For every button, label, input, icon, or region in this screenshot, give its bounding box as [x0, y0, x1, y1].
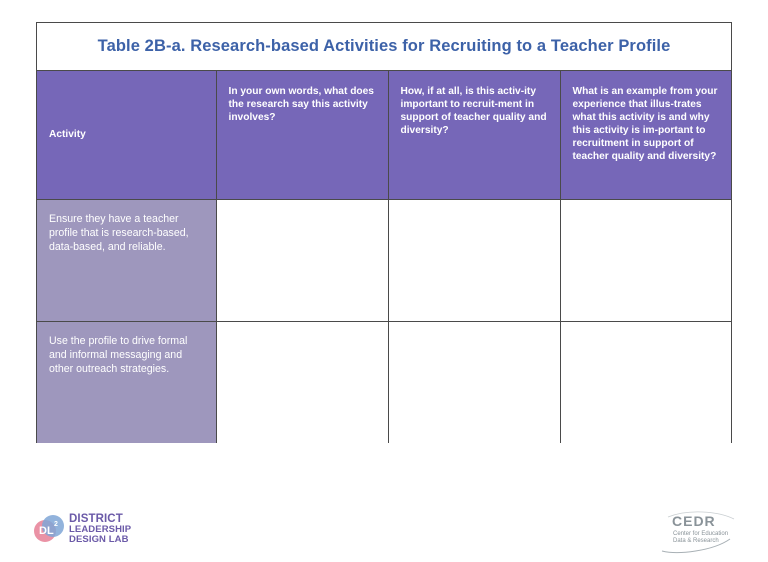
header-research: In your own words, what does the research say this activity involves?: [216, 71, 388, 199]
dl2-mark-text: DL: [39, 525, 54, 537]
header-importance: How, if at all, is this activ-ity important to recruit-ment in support of teacher quality and diversity?: [388, 71, 560, 199]
dl2-line-district: DISTRICT: [69, 513, 123, 525]
table-row: [37, 321, 731, 443]
header-example: What is an example from your experience that illus-trates what this activity is and why this activity is im-portant to recruitment in support of teacher quality and diversity?: [560, 71, 731, 199]
header-activity: Activity: [37, 71, 216, 199]
cedr-line-1: Center for Education: [673, 531, 729, 537]
activity-cell: Use the profile to drive formal and informal messaging and other outreach strategies.: [37, 321, 216, 443]
example-cell[interactable]: [560, 199, 731, 321]
research-cell[interactable]: [216, 321, 388, 443]
cedr-logo: [658, 509, 738, 555]
table-title: Table 2B-a. Research-based Activities for Recruiting to a Teacher Profile: [97, 37, 671, 55]
activities-table: [37, 71, 731, 443]
dl2-line-leadership: LEADERSHIP: [69, 524, 132, 535]
dl2-logo-text: [69, 514, 131, 544]
cedr-subtitle: [673, 531, 728, 544]
dl2-line-design-lab: DESIGN LAB: [69, 533, 129, 545]
cedr-mark: CEDR: [672, 513, 716, 529]
activity-cell: Ensure they have a teacher profile that is research-based, data-based, and reliable.: [37, 199, 216, 321]
example-cell[interactable]: [560, 321, 731, 443]
activities-table-frame: [36, 22, 732, 443]
dl2-logo: [33, 513, 131, 545]
research-cell[interactable]: [216, 199, 388, 321]
importance-cell[interactable]: [388, 199, 560, 321]
title-bar: [37, 23, 731, 71]
dl2-mark-superscript: 2: [54, 521, 58, 528]
importance-cell[interactable]: [388, 321, 560, 443]
cedr-line-2: Data & Research: [673, 537, 719, 544]
dl2-logo-mark: [33, 513, 65, 545]
header-row: [37, 71, 731, 199]
table-row: [37, 199, 731, 321]
